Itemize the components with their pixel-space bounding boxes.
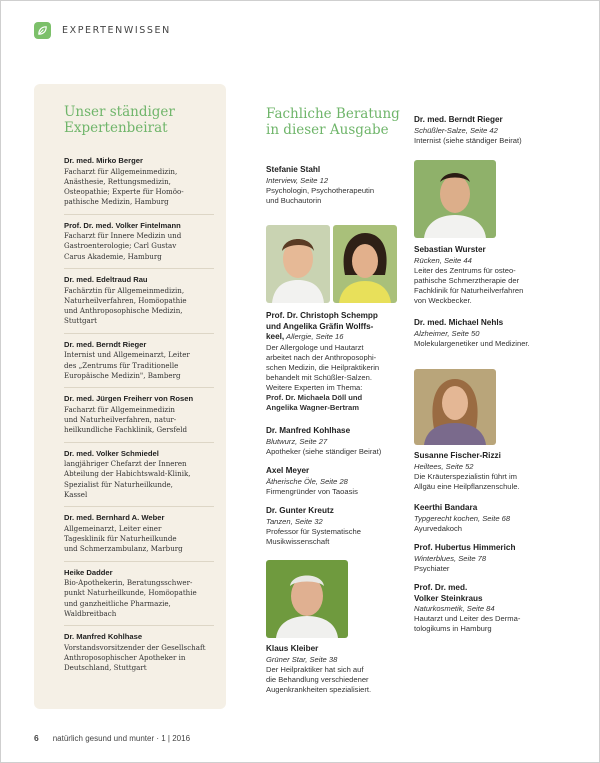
advisor-name: Dr. Manfred Kohlhase	[64, 632, 143, 642]
advisor-item	[64, 333, 214, 387]
header	[34, 22, 171, 39]
column-title: Fachliche Beratung in dieser Ausgabe	[266, 106, 400, 138]
advisor-description-line: Anästhesie, Rettungsmedizin,	[64, 176, 171, 186]
advisory-board-sidebar	[34, 84, 226, 709]
advisor-item	[64, 268, 214, 333]
entry-kreutz: Dr. Gunter Kreutz Tanzen, Seite 32 Professor für Systematische Musikwissenschaft	[266, 506, 361, 546]
advisor-description-line: und Naturheilverfahren, natur-	[64, 414, 177, 424]
advisor-description-line: Naturheilverfahren, Homöopathie	[64, 295, 187, 305]
photo-fischer-rizzi	[414, 369, 496, 445]
advisor-description-line: und Schmerzambulanz, Marburg	[64, 544, 183, 554]
advisor-description-line: Facharzt für Allgemeinmedizin,	[64, 166, 178, 176]
advisor-description-line: Fachärztin für Allgemeinmedizin,	[64, 285, 185, 295]
advisor-item	[64, 214, 214, 268]
advisor-description-line: Waldbreitbach	[64, 609, 117, 619]
entry-schempp: Prof. Dr. Christoph Schempp und Angelika Gräfin Wolffs- keel, Allergie, Seite 16 Der Allergologe und Hautarzt arbeitet nach der Anthroposophi- schen Medizin, die Heilpraktikerin behandelt mit Schüßler-Salzen. Weitere Experten im Thema: Prof. Dr. Michaela Döll und Angelika Wagner-Bertram	[266, 311, 380, 412]
advisor-description-line: punkt Naturheilkunde, Homöopathie	[64, 588, 197, 598]
entry-fischer-rizzi: Susanne Fischer-Rizzi Heiltees, Seite 52 Die Kräuterspezialistin führt im Allgäu eine Heilpflanzenschule.	[414, 451, 520, 491]
advisor-item	[64, 506, 214, 560]
advisor-description-line: Europäische Medizin", Bamberg	[64, 370, 181, 380]
entry-wurster: Sebastian Wurster Rücken, Seite 44 Leiter des Zentrums für osteo- pathische Schmerztherapie der Fachklinik für Naturheilverfahren von Weckbecker.	[414, 245, 524, 305]
advisor-description-line: Kassel	[64, 489, 88, 499]
section-label: EXPERTENWISSEN	[62, 25, 171, 36]
footer	[34, 733, 190, 743]
entry-bandara: Keerthi Bandara Typgerecht kochen, Seite 68 Ayurvedakoch	[414, 503, 511, 533]
advisor-item	[64, 561, 214, 626]
advisor-name: Dr. med. Jürgen Freiherr von Rosen	[64, 394, 194, 404]
entry-kleiber: Klaus Kleiber Grüner Star, Seite 38 Der Heilpraktiker hat sich auf die Behandlung verschiedener Augenkrankheiten spezialisiert.	[266, 644, 372, 694]
advisor-name: Dr. med. Bernhard A. Weber	[64, 513, 165, 523]
advisor-description-line: heilkundliche Fachklinik, Gersfeld	[64, 425, 188, 435]
photo-schempp	[266, 225, 330, 303]
advisor-description-line: des „Zentrums für Traditionelle	[64, 360, 179, 370]
advisor-item	[64, 625, 214, 679]
photo-wurster	[414, 160, 496, 238]
advisor-list	[64, 150, 214, 680]
advisor-description-line: Bio-Apothekerin, Beratungsschwer-	[64, 578, 193, 588]
advisor-name: Heike Dadder	[64, 567, 113, 577]
page-number: 6	[34, 733, 39, 743]
entry-himmerich: Prof. Hubertus Himmerich Winterblues, Seite 78 Psychiater	[414, 543, 516, 573]
publication-info: natürlich gesund und munter · 1 | 2016	[52, 734, 191, 743]
advisor-description-line: Spezialist für Naturheilkunde,	[64, 479, 173, 489]
advisor-name: Dr. med. Berndt Rieger	[64, 339, 147, 349]
advisor-description-line: pathische Medizin, Hamburg	[64, 197, 169, 207]
advisor-item	[64, 150, 214, 214]
entry-meyer: Axel Meyer Ätherische Öle, Seite 28 Firmengründer von Taoasis	[266, 466, 358, 496]
advisor-description-line: Facharzt für Allgemeinmedizin	[64, 404, 175, 414]
advisor-description-line: Osteopathie; Experte für Homöo-	[64, 187, 184, 197]
leaf-logo-icon	[34, 22, 51, 39]
advisor-name: Dr. med. Mirko Berger	[64, 156, 143, 165]
advisor-description-line: und Anthroposophische Medizin,	[64, 306, 183, 316]
entry-steinkraus: Prof. Dr. med. Volker Steinkraus Naturkosmetik, Seite 84 Hautarzt und Leiter des Derma- tologikums in Hamburg	[414, 583, 521, 633]
advisor-description-line: Vorstandsvorsitzender der Gesellschaft	[64, 642, 206, 652]
advisor-name: Dr. med. Edeltraud Rau	[64, 275, 148, 285]
advisor-description-line: Stuttgart	[64, 316, 97, 326]
sidebar-title: Unser ständiger Expertenbeirat	[64, 104, 175, 136]
advisor-description-line: Deutschland, Stuttgart	[64, 663, 147, 673]
entry-stahl: Stefanie Stahl Interview, Seite 12 Psychologin, Psychotherapeutin und Buchautorin	[266, 165, 375, 205]
entry-nehls: Dr. med. Michael Nehls Alzheimer, Seite 50 Molekulargenetiker und Mediziner.	[414, 318, 530, 348]
advisor-description-line: Anthroposophischer Apotheker in	[64, 653, 186, 663]
advisor-description-line: Abteilung der Habichtswald-Klinik,	[64, 469, 191, 479]
entry-kohlhase: Dr. Manfred Kohlhase Blutwurz, Seite 27 Apotheker (siehe ständiger Beirat)	[266, 426, 382, 456]
advisor-name: Prof. Dr. med. Volker Fintelmann	[64, 220, 181, 230]
advisor-item	[64, 442, 214, 507]
entry-rieger: Dr. med. Berndt Rieger Schüßler-Salze, Seite 42 Internist (siehe ständiger Beirat)	[414, 115, 522, 145]
advisor-description-line: Tagesklinik für Naturheilkunde	[64, 534, 177, 544]
photo-kleiber	[266, 560, 348, 638]
advisor-description-line: langjähriger Chefarzt der Inneren	[64, 459, 187, 469]
advisor-name: Dr. med. Volker Schmiedel	[64, 448, 159, 458]
advisor-description-line: Carus Akademie, Hamburg	[64, 251, 162, 261]
photo-wolffskeel	[333, 225, 397, 303]
advisor-description-line: Facharzt für Innere Medizin und	[64, 231, 182, 241]
advisor-description-line: Gastroenterologie; Carl Gustav	[64, 241, 177, 251]
advisor-description-line: Internist und Allgemeinarzt, Leiter	[64, 350, 190, 360]
advisor-description-line: Allgemeinarzt, Leiter einer	[64, 523, 162, 533]
advisor-item	[64, 387, 214, 441]
advisor-description-line: und ganzheitliche Pharmazie,	[64, 598, 171, 608]
